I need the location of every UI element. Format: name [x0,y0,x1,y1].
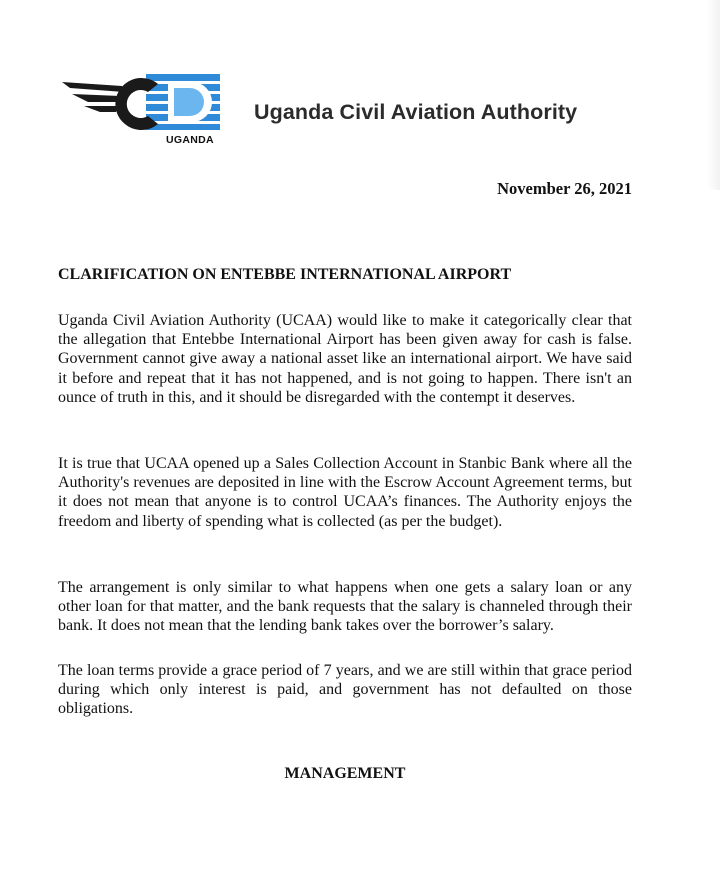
document-heading: CLARIFICATION ON ENTEBBE INTERNATIONAL AIRPORT [58,266,512,283]
paragraph-3: The arrangement is only similar to what happens when one gets a salary loan or any other loan for that matter, and the bank requests that the salary is channeled through their bank. It does not mean that the lending bank takes over the borrower’s salary. [58,579,632,635]
paragraph-2: It is true that UCAA opened up a Sales Collection Account in Stanbic Bank where all the Authority's revenues are deposited in line with the Escrow Account Agreement terms, but it does not mean that anyone is to control UCAA’s finances. The Authority enjoys the freedom and liberty of spending what is collected (as per the budget). [58,455,632,530]
logo-caption: UGANDA [166,134,214,146]
page-corner-shadow [706,0,720,190]
paragraph-4: The loan terms provide a grace period of 7 years, and we are still within that grace period during which only interest is paid, and government has not defaulted on those obligations. [58,662,632,718]
organization-name: Uganda Civil Aviation Authority [254,100,578,124]
paragraph-1: Uganda Civil Aviation Authority (UCAA) would like to make it categorically clear that the allegation that Entebbe International Airport has been given away for cash is false. Government cannot give away a national asset like an international airport. We have said it before and repeat that it has not happened, and is not going to happen. There isn't an ounce of truth in this, and it should be disregarded with the contempt it deserves. [58,312,632,406]
signoff: MANAGEMENT [284,765,406,782]
document-date: November 26, 2021 [497,179,632,198]
